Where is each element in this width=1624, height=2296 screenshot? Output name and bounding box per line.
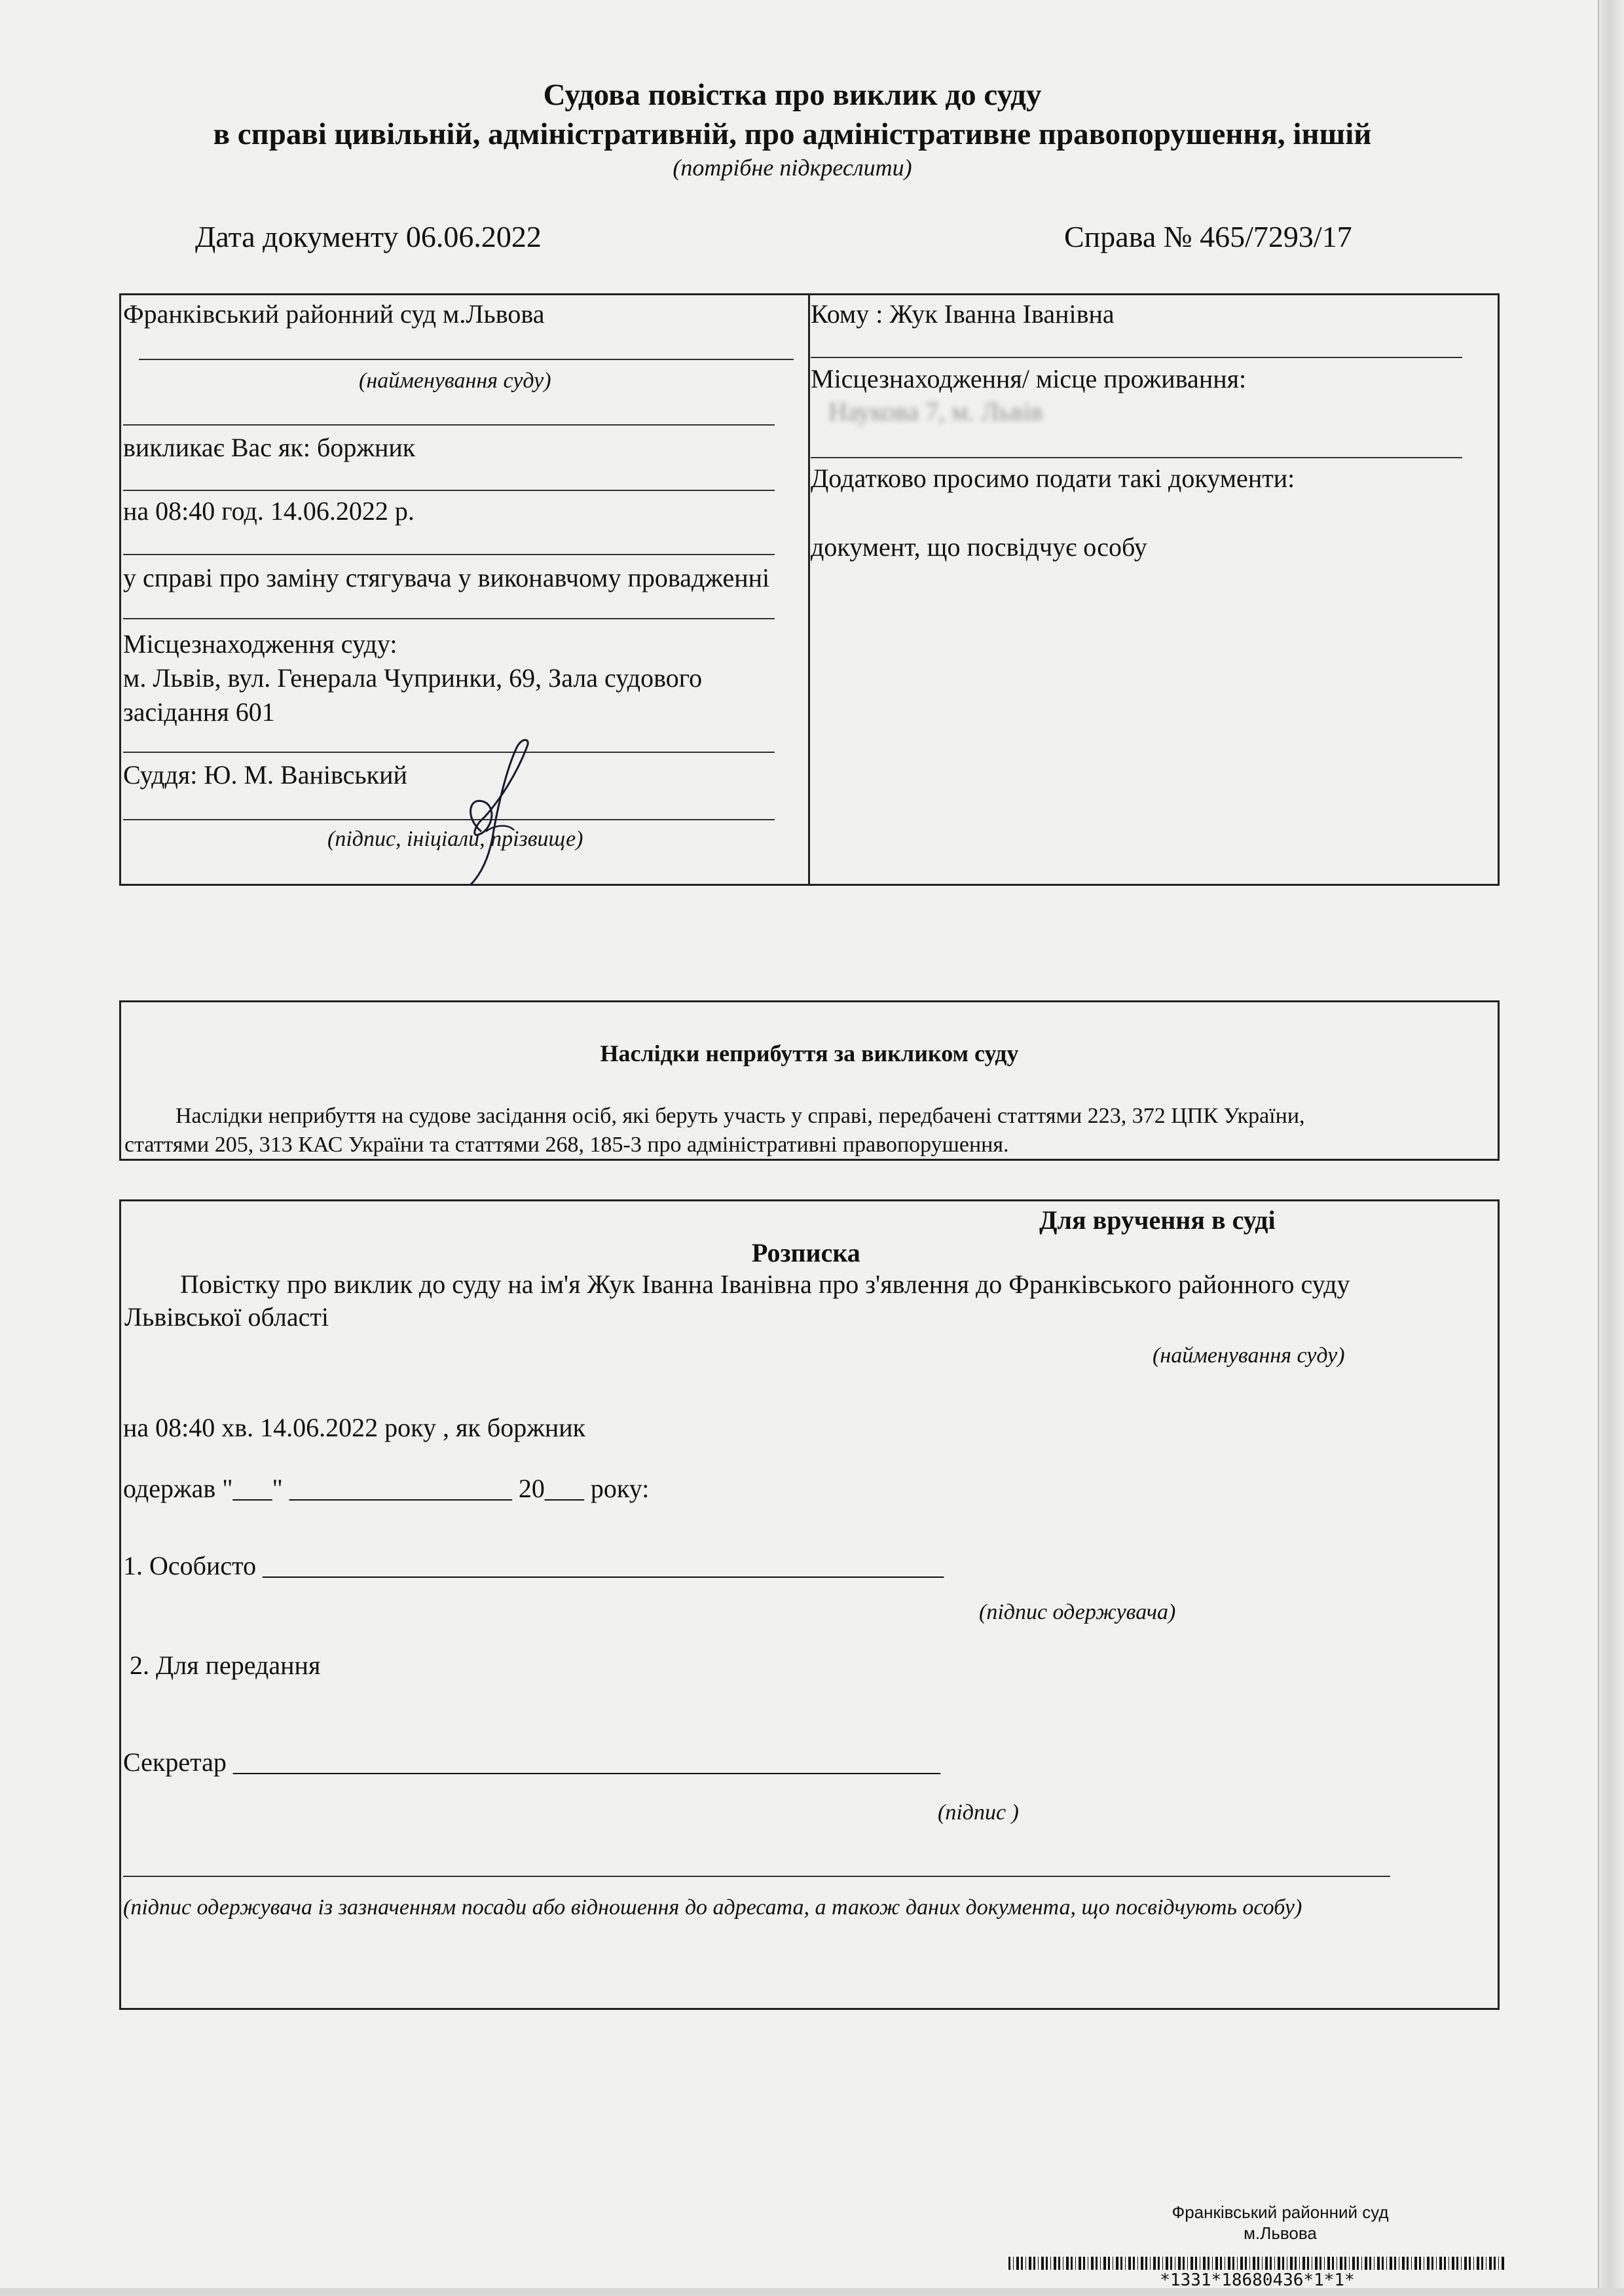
rule bbox=[123, 490, 775, 491]
residence-address-redacted: Наукова 7, м. Львів bbox=[828, 397, 1043, 426]
page-edge-shadow bbox=[1598, 0, 1624, 2296]
rule bbox=[811, 357, 1462, 358]
case-subject: у справі про заміну стягувача у виконавчому провадженні bbox=[123, 563, 770, 592]
receipt-title: Розписка bbox=[752, 1238, 860, 1267]
document-title-line1: Судова повістка про виклик до суду bbox=[543, 78, 1042, 112]
court-address-line2: засідання 601 bbox=[123, 697, 275, 727]
required-document: документ, що посвідчує особу bbox=[811, 532, 1147, 562]
rule bbox=[123, 554, 775, 555]
receipt-court-caption: (найменування суду) bbox=[1153, 1343, 1345, 1368]
rule bbox=[139, 359, 794, 360]
court-address-line1: м. Львів, вул. Генерала Чупринки, 69, Зала судового bbox=[123, 663, 703, 693]
rule bbox=[123, 1876, 1390, 1877]
personal-signature-line: 1. Особисто ____________________________________________________ bbox=[123, 1551, 944, 1580]
underline-hint: (потрібне підкреслити) bbox=[673, 155, 912, 181]
consequences-text-line2: статтями 205, 313 КАС України та статтями 268, 185-3 про адміністративні правопорушення. bbox=[124, 1133, 1009, 1157]
signature-caption: (підпис, ініціали, прізвище) bbox=[327, 827, 583, 851]
case-number: Справа № 465/7293/17 bbox=[1064, 220, 1352, 253]
rule bbox=[123, 424, 775, 426]
receipt-text-line1: Повістку про виклик до суду на ім'я Жук Іванна Іванівна про з'явлення до Франківського районного суду bbox=[180, 1269, 1350, 1299]
consequences-text-line1: Наслідки неприбуття на судове засідання осіб, які беруть участь у справі, передбачені статтями 223, 372 ЦПК України, bbox=[175, 1104, 1305, 1128]
receipt-time-line: на 08:40 хв. 14.06.2022 року , як боржник bbox=[123, 1413, 586, 1442]
recipient-name: Кому : Жук Іванна Іванівна bbox=[811, 299, 1115, 329]
hearing-time: на 08:40 год. 14.06.2022 р. bbox=[123, 496, 415, 526]
rule bbox=[123, 618, 775, 619]
judge-signature-icon bbox=[445, 733, 544, 890]
court-name: Франківський районний суд м.Львова bbox=[123, 299, 545, 329]
judge-name: Суддя: Ю. М. Ванівський bbox=[123, 760, 407, 790]
document-date: Дата документу 06.06.2022 bbox=[195, 220, 542, 253]
document-title-line2: в справі цивільній, адміністративній, про адміністративне правопорушення, іншій bbox=[213, 117, 1372, 151]
documents-label: Додатково просимо подати такі документи: bbox=[811, 464, 1295, 493]
rule bbox=[811, 457, 1462, 458]
summons-role: викликає Вас як: боржник bbox=[123, 433, 416, 462]
receipt-footnote: (підпис одержувача із зазначенням посади або відношення до адресата, а також даних документа, що посвідчують особу) bbox=[123, 1895, 1302, 1920]
secretary-signature-caption: (підпис ) bbox=[938, 1800, 1019, 1825]
for-court-delivery: Для вручення в суді bbox=[1039, 1205, 1276, 1235]
secretary-signature-line: Секретар ______________________________________________________ bbox=[123, 1747, 940, 1777]
received-date-line: одержав "___" _________________ 20___ року: bbox=[123, 1474, 650, 1503]
receipt-text-line2: Львівської області bbox=[124, 1302, 329, 1332]
footer-court-line2: м.Львова bbox=[1244, 2223, 1317, 2243]
recipient-signature-caption: (підпис одержувача) bbox=[979, 1600, 1176, 1624]
court-location-label: Місцезнаходження суду: bbox=[123, 629, 397, 659]
consequences-title: Наслідки неприбуття за викликом суду bbox=[600, 1040, 1019, 1066]
summons-box-divider bbox=[808, 293, 810, 886]
residence-label: Місцезнаходження/ місце проживання: bbox=[811, 364, 1247, 393]
for-transfer-item: 2. Для передання bbox=[130, 1650, 321, 1680]
barcode bbox=[1008, 2257, 1506, 2270]
footer-court-line1: Франківський районний суд bbox=[1172, 2202, 1389, 2222]
court-name-caption: (найменування суду) bbox=[359, 369, 551, 393]
barcode-text: *1331*18680436*1*1* bbox=[1160, 2270, 1355, 2290]
